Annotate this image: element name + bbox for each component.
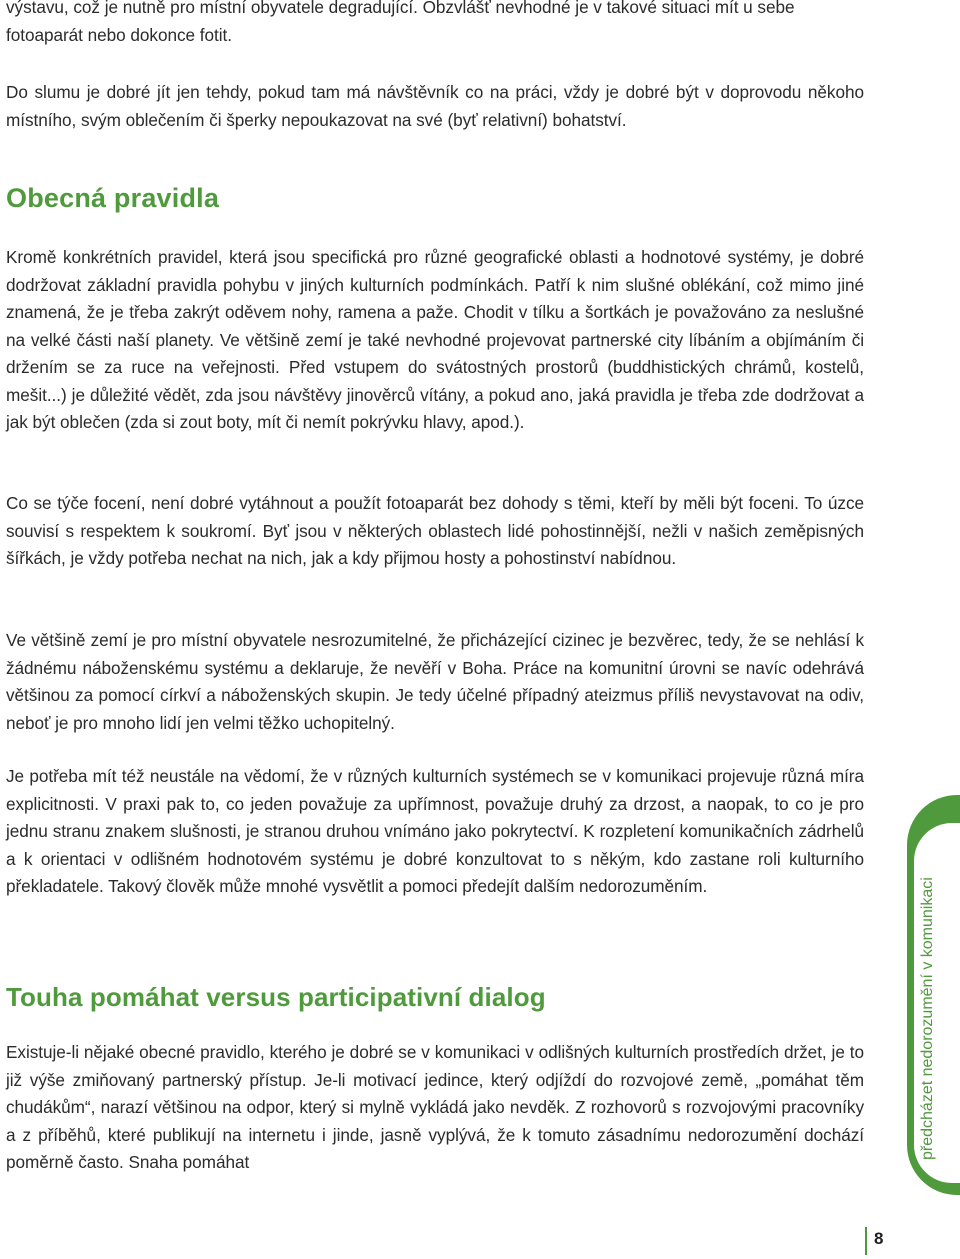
paragraph-photography: Co se týče focení, není dobré vytáhnout a použít fotoaparát bez dohody s těmi, kteří by měli být foceni. To úzce souvisí s respektem k soukromí. Byť jsou v některých oblastech lidé pohostinnější, nežli v našich zeměpisných šířkách, je vždy potřeba nechat na nich, jak a kdy přijmou hosty a pohostinství nabídnou. [6, 493, 864, 568]
page-number-divider [865, 1227, 867, 1255]
paragraph-partnership: Existuje-li nějaké obecné pravidlo, kterého je dobré se v komunikaci v odlišných kulturních prostředích držet, je to již výše zmiňovaný partnerský přístup. Je-li motivací jedince, který odjíždí do rozvojové země, „pomáhat těm chudákům“, narazí většinou na odpor, který si mylně vykládá jako nevděk. Z rozhovorů s rozvojovými pracovníky a z příběhů, které publikují na internetu i jinde, jasně vyplývá, že k tomuto zásadnímu nedorozumění dochází poměrně často. Snaha pomáhat [6, 1042, 864, 1172]
heading-general-rules: Obecná pravidla [6, 183, 220, 213]
side-tab-label: předcházet nedorozumění v komunikaci [919, 877, 936, 1160]
page-number: 8 [874, 1229, 884, 1248]
paragraph-continued: výstavu, což je nutně pro místní obyvatele degradující. Obzvlášť nevhodné je v takové situaci mít u sebe fotoaparát nebo dokonce fotit. [6, 0, 795, 45]
paragraph-rules: Kromě konkrétních pravidel, která jsou specifická pro různé geografické oblasti a hodnotové systémy, je dobré dodržovat základní pravidla pohybu v jiných kulturních podmínkách. Patří k nim slušné oblékání, což mimo jiné znamená, že je třeba zakrýt oděvem nohy, ramena a paže. Chodit v tílku a šortkách je považováno za neslušné na velké části naší planety. Ve většině zemí je také nevhodné projevovat partnerské city líbáním a objímáním či držením se za ruce na veřejnosti. Před vstupem do svátostných prostorů (buddhistických chrámů, kostelů, mešit...) je důležité vědět, zda jsou návštěvy jinověrců vítány, a pokud ano, jaká pravidla je třeba zde dodržovat a jak být oblečen (zda si zout boty, mít či nemít pokrývku hlavy, apod.). [6, 247, 864, 432]
paragraph-slum: Do slumu je dobré jít jen tehdy, pokud tam má návštěvník co na práci, vždy je dobré být v doprovodu někoho místního, svým oblečením či šperky nepoukazovat na své (byť relativní) bohatství. [6, 82, 864, 130]
heading-participatory-dialog: Touha pomáhat versus participativní dialog [6, 982, 546, 1012]
paragraph-communication: Je potřeba mít též neustále na vědomí, že v různých kulturních systémech se v komunikaci projevuje různá míra explicitnosti. V praxi pak to, co jeden považuje za upřímnost, považuje druhý za drzost, a naopak, to co je pro jednu stranu znakem slušnosti, je stranou druhou vnímáno jako pokrytectví. K rozpletení komunikačních zádrhelů a k orientaci v odlišném hodnotovém systému je dobré konzultovat to s někým, kdo zastane roli kulturního překladatele. Takový člověk může mnohé vysvětlit a pomoci předejít dalším nedorozuměním. [6, 766, 864, 896]
paragraph-religion: Ve většině zemí je pro místní obyvatele nesrozumitelné, že přicházející cizinec je bezvěrec, tedy, že se nehlásí k žádnému náboženskému systému a deklaruje, že nevěří v Boha. Práce na komunitní úrovni se navíc odehrává většinou za pomocí církví a náboženských skupin. Je tedy účelné případný ateizmus příliš nevystavovat na odiv, neboť je pro mnoho lidí jen velmi těžko uchopitelný. [6, 630, 864, 733]
